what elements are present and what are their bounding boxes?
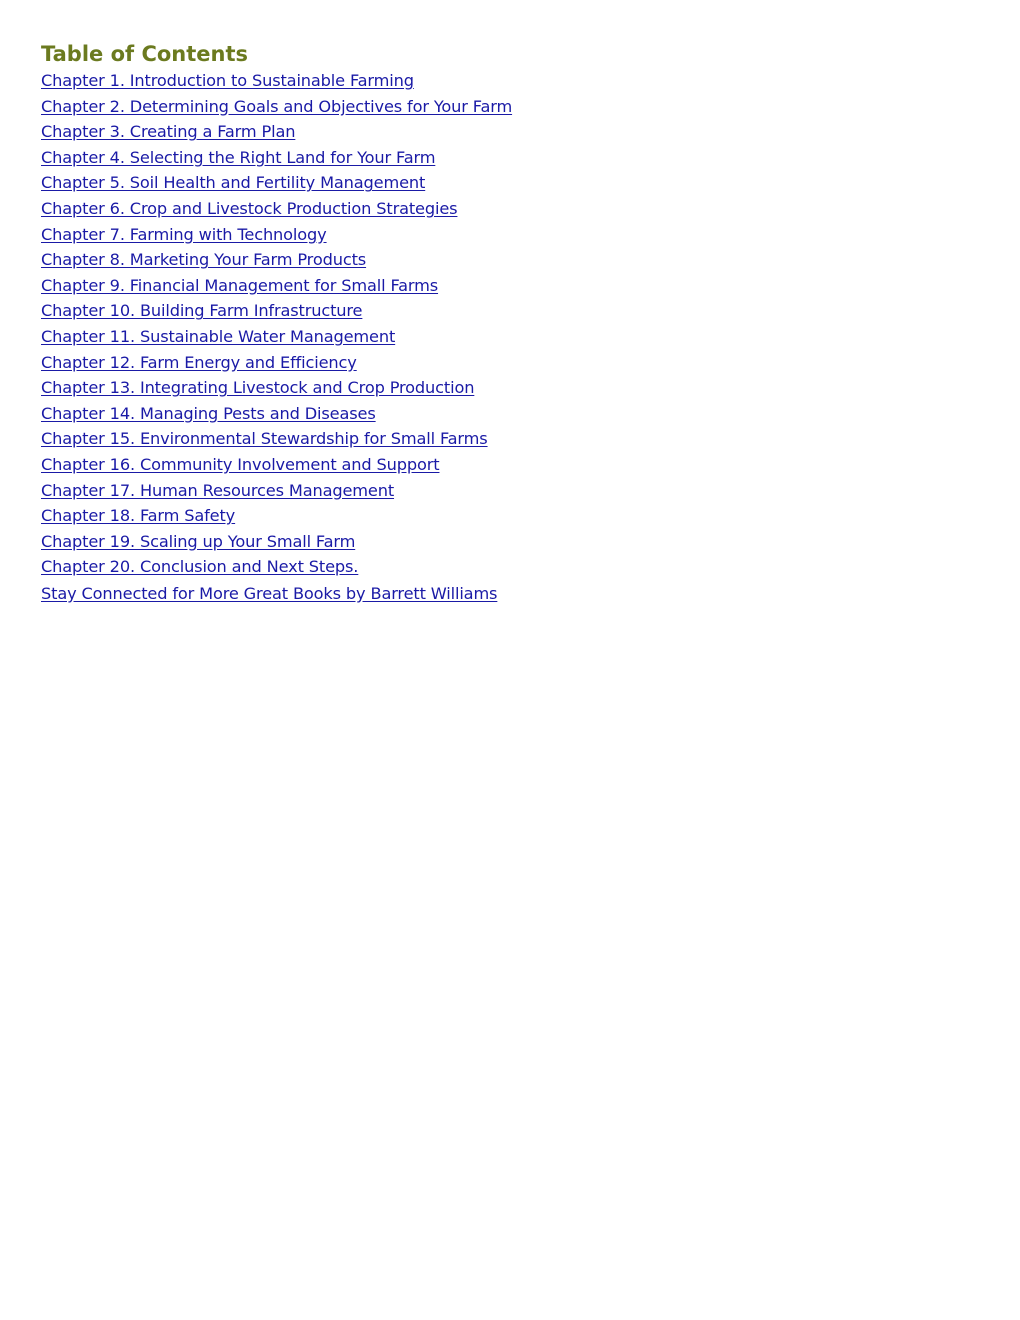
toc-item: [41, 401, 981, 427]
toc-link-chapter-2[interactable]: Chapter 2. Determining Goals and Objectives for Your Farm: [41, 96, 513, 116]
toc-list: [41, 68, 981, 606]
toc-item: [41, 222, 981, 248]
toc-item: [41, 554, 981, 580]
toc-link-chapter-11[interactable]: Chapter 11. Sustainable Water Management: [41, 326, 396, 346]
toc-item: [41, 581, 981, 607]
toc-item: [41, 273, 981, 299]
toc-item: [41, 426, 981, 452]
toc-link-chapter-15[interactable]: Chapter 15. Environmental Stewardship for Small Farms: [41, 429, 488, 449]
toc-link-stay-connected[interactable]: Stay Connected for More Great Books by Barrett Williams: [41, 583, 498, 603]
toc-link-chapter-19[interactable]: Chapter 19. Scaling up Your Small Farm: [41, 531, 356, 551]
toc-item: [41, 478, 981, 504]
toc-item: [41, 350, 981, 376]
toc-link-chapter-6[interactable]: Chapter 6. Crop and Livestock Production Strategies: [41, 198, 458, 218]
toc-item: [41, 247, 981, 273]
toc-link-chapter-16[interactable]: Chapter 16. Community Involvement and Support: [41, 454, 440, 474]
toc-link-chapter-9[interactable]: Chapter 9. Financial Management for Small Farms: [41, 275, 439, 295]
toc-link-chapter-8[interactable]: Chapter 8. Marketing Your Farm Products: [41, 250, 367, 270]
toc-link-chapter-10[interactable]: Chapter 10. Building Farm Infrastructure: [41, 301, 363, 321]
toc-link-chapter-4[interactable]: Chapter 4. Selecting the Right Land for Your Farm: [41, 147, 436, 167]
toc-item: [41, 94, 981, 120]
toc-item: [41, 298, 981, 324]
toc-title: Table of Contents: [41, 42, 249, 66]
document-page: [41, 40, 981, 606]
toc-link-chapter-12[interactable]: Chapter 12. Farm Energy and Efficiency: [41, 352, 357, 372]
toc-link-chapter-3[interactable]: Chapter 3. Creating a Farm Plan: [41, 122, 296, 142]
toc-link-chapter-20[interactable]: Chapter 20. Conclusion and Next Steps.: [41, 557, 359, 577]
toc-link-chapter-1[interactable]: Chapter 1. Introduction to Sustainable Farming: [41, 71, 414, 90]
toc-item: [41, 324, 981, 350]
toc-item: [41, 503, 981, 529]
toc-item: [41, 145, 981, 171]
toc-link-chapter-13[interactable]: Chapter 13. Integrating Livestock and Crop Production: [41, 378, 475, 398]
toc-item: [41, 170, 981, 196]
toc-link-chapter-7[interactable]: Chapter 7. Farming with Technology: [41, 224, 327, 244]
toc-item: [41, 196, 981, 222]
toc-link-chapter-18[interactable]: Chapter 18. Farm Safety: [41, 506, 236, 526]
toc-link-chapter-14[interactable]: Chapter 14. Managing Pests and Diseases: [41, 403, 376, 423]
toc-item: [41, 529, 981, 555]
toc-link-chapter-17[interactable]: Chapter 17. Human Resources Management: [41, 480, 395, 500]
toc-item: [41, 375, 981, 401]
toc-item: [41, 452, 981, 478]
toc-link-chapter-5[interactable]: Chapter 5. Soil Health and Fertility Management: [41, 173, 426, 193]
toc-item: [41, 68, 981, 94]
toc-item: [41, 119, 981, 145]
